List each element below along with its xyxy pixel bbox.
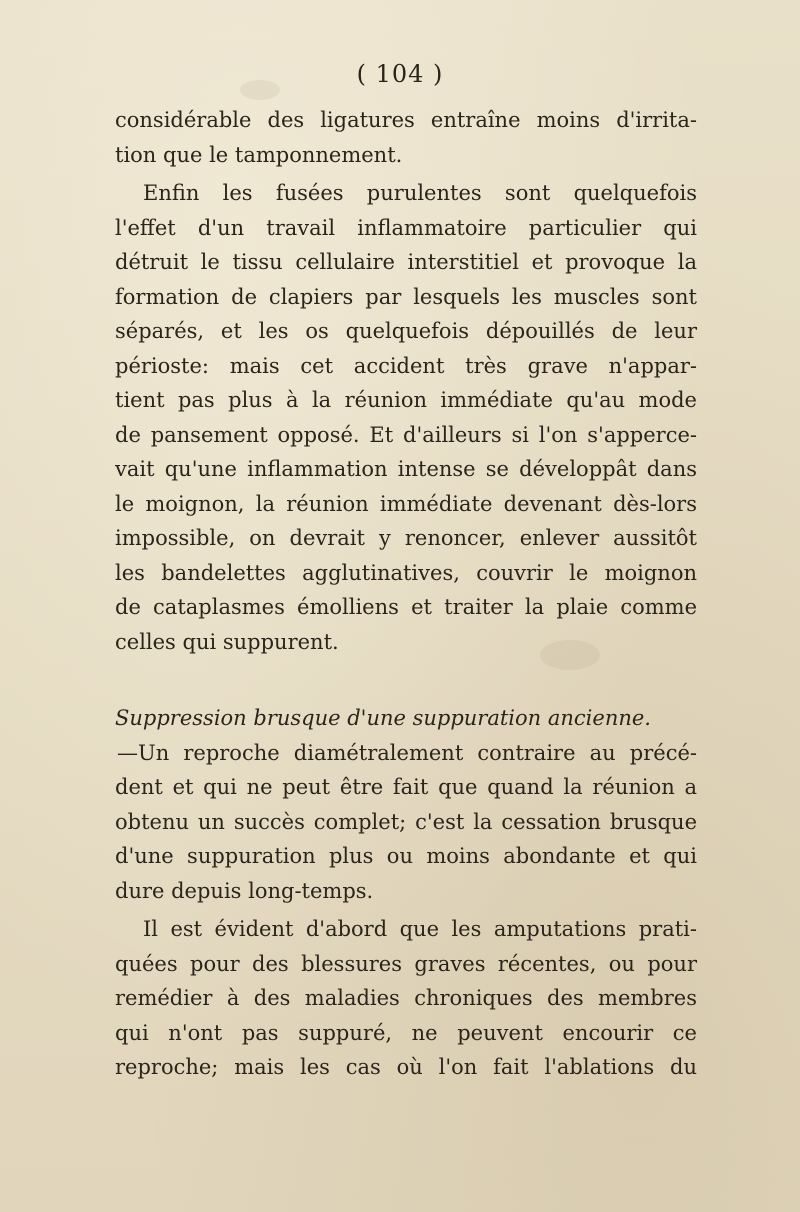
text-line: —Un reproche diamétralement contraire au précé- xyxy=(117,740,697,765)
text-line: périoste: mais cet accident très grave n'appar- xyxy=(115,353,697,378)
text-line: formation de clapiers par lesquels les muscles sont xyxy=(115,284,697,309)
text-line: séparés, et les os quelquefois dépouillés de leur xyxy=(115,319,697,343)
text-line: tion que le tamponnement. xyxy=(115,142,403,167)
text-line: obtenu un succès complet; c'est la cessation brusque xyxy=(115,809,697,834)
text-line: reproche; mais les cas où l'on fait l'ablations du xyxy=(115,1055,697,1079)
text-line: d'une suppuration plus ou moins abondante et qui xyxy=(115,844,697,868)
text-line: dure depuis long-temps. xyxy=(115,878,374,903)
paragraph-fusees xyxy=(115,176,697,659)
text-column xyxy=(115,103,697,1085)
text-line: le moignon, la réunion immédiate devenant dès-lors xyxy=(115,491,697,516)
text-line: les bandelettes agglutinatives, couvrir le moignon xyxy=(115,560,697,585)
text-line: impossible, on devrait y renoncer, enlever aussitôt xyxy=(115,526,697,550)
text-line: de pansement opposé. Et d'ailleurs si l'on s'apperce- xyxy=(115,422,697,447)
text-line: Enfin les fusées purulentes sont quelquefois xyxy=(143,181,697,205)
text-line: qui n'ont pas suppuré, ne peuvent encourir ce xyxy=(115,1020,697,1045)
text-line: l'effet d'un travail inflammatoire particulier qui xyxy=(115,215,697,240)
text-line: quées pour des blessures graves récentes, ou pour xyxy=(115,951,697,976)
text-line: dent et qui ne peut être fait que quand la réunion a xyxy=(115,775,697,799)
paragraph-continuation xyxy=(115,103,697,172)
text-line: Il est évident d'abord que les amputations prati- xyxy=(143,917,697,941)
text-line: tient pas plus à la réunion immédiate qu'au mode xyxy=(115,388,697,412)
text-line: détruit le tissu cellulaire interstitiel et provoque la xyxy=(115,250,697,274)
page-number: ( 104 ) xyxy=(356,60,444,88)
text-line: celles qui suppurent. xyxy=(115,629,339,654)
section-heading xyxy=(115,701,697,736)
paragraph-reproche xyxy=(115,736,697,909)
text-line: considérable des ligatures entraîne moins d'irrita- xyxy=(115,108,697,132)
text-line: vait qu'une inflammation intense se développât dans xyxy=(115,457,697,481)
paragraph-amputations xyxy=(115,912,697,1085)
text-line: remédier à des maladies chroniques des membres xyxy=(115,986,697,1010)
section-title: Suppression brusque d'une suppuration ancienne. xyxy=(115,706,651,730)
text-line: de cataplasmes émolliens et traiter la plaie comme xyxy=(115,595,697,619)
